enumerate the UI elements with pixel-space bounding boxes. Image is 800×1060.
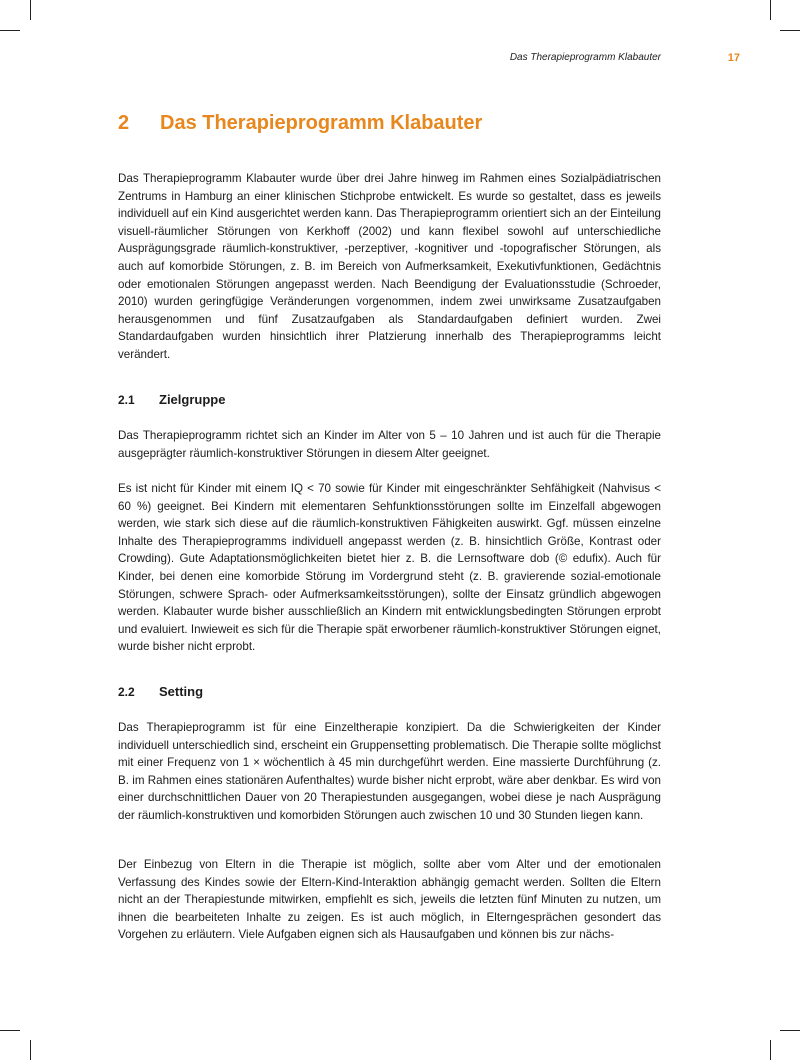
intro-paragraph: Das Therapieprogramm Klabauter wurde über drei Jahre hinweg im Rahmen eines Sozialpädiatrischen Zentrums in Hamburg an einer klinischen Stichprobe entwickelt. Es wurde so gestaltet, dass es jeweils individuell auf ein Kind ausgerichtet werden kann. Das Therapieprogramm orientiert sich an der Einteilung visuell-räumlicher Störungen von Kerkhoff (2002) und kann flexibel sowohl auf unterschiedliche Ausprägungsgrade räumlich-konstruktiver, -perzeptiver, -kognitiver und -topografischer Störungen, als auch auf komorbide Störungen, z. B. im Bereich von Aufmerksamkeit, Exekutivfunktionen, Gedächtnis oder emotionalen Störungen angepasst werden. Nach Beendigung der Evaluationsstudie (Schroeder, 2010) wurden geringfügige Veränderungen vorgenommen, indem zwei unwirksame Zusatzaufgaben herausgenommen und fünf Zusatzaufgaben als Standardaufgaben definiert wurden. Zwei Standardaufgaben wurden hinsichtlich ihrer Platzierung innerhalb des Therapieprogramms leicht verändert. [118,172,661,361]
crop-mark [780,1030,800,1031]
section-heading-zielgruppe [118,392,661,407]
setting-paragraph-2-block [118,856,661,944]
section-number: 2.1 [118,393,135,407]
zielgruppe-paragraph-1-block [118,427,661,462]
crop-mark [770,1040,771,1060]
crop-mark [30,0,31,20]
chapter-number: 2 [118,112,130,134]
running-head: Das Therapieprogramm Klabauter [509,52,661,63]
setting-paragraph-1-block [118,719,661,825]
section-title: Setting [159,684,204,699]
intro-section [118,170,661,364]
crop-mark [770,0,771,20]
chapter-title: Das Therapieprogramm Klabauter [160,112,483,134]
crop-mark [0,30,20,31]
setting-paragraph: Das Therapieprogramm ist für eine Einzeltherapie konzipiert. Da die Schwierigkeiten der Kinder individuell unterschiedlich sind, erscheint ein Gruppensetting problematisch. Die Therapie sollte möglichst mit einer Frequenz von 1 × wöchentlich à 45 min durchgeführt werden. Eine massierte Durchführung (z. B. im Rahmen eines stationären Aufenthaltes) wurde bisher nicht erprobt, wäre aber denkbar. Es wird von einer durchschnittlichen Dauer von 20 Therapiestunden ausgegangen, wobei diese je nach Ausprägung der räumlich-konstruktiven und komorbiden Störungen auch zwischen 10 und 30 Stunden liegen kann. [118,721,661,822]
crop-mark [780,30,800,31]
section-title: Zielgruppe [159,392,226,407]
zielgruppe-paragraph: Das Therapieprogramm richtet sich an Kinder im Alter von 5 – 10 Jahren und ist auch für die Therapie ausgeprägter räumlich-konstruktiver Störungen in diesem Alter geeignet. [118,429,661,460]
crop-mark [30,1040,31,1060]
page-number: 17 [727,52,740,64]
chapter-heading [118,112,678,135]
crop-mark [0,1030,20,1031]
section-number: 2.2 [118,685,135,699]
zielgruppe-paragraph: Es ist nicht für Kinder mit einem IQ < 70 sowie für Kinder mit eingeschränkter Sehfähigkeit (Nahvisus < 60 %) geeignet. Bei Kindern mit elementaren Sehfunktionsstörungen sollte im Einzelfall abgewogen werden, wie stark sich diese auf die räumlich-konstruktiven Fähigkeiten auswirkt. Ggf. müssen einzelne Inhalte des Therapieprogramms individuell angepasst werden (z. B. hinsichtlich Größe, Kontrast oder Crowding). Gute Adaptationsmöglichkeiten bietet hier z. B. die Lernsoftware dob (© edufix). Auch für Kinder, bei denen eine komorbide Störung im Vordergrund steht (z. B. gravierende sozial-emotionale Störungen, schwere Sprach- oder Aufmerksamkeitsstörungen), sollte der Einsatz gründlich abgewogen werden. Klabauter wurde bisher ausschließlich an Kindern mit entwicklungsbedingten Störungen erprobt und evaluiert. Inwieweit es sich für die Therapie spät erworbener räumlich-konstruktiver Störungen eignet, wurde bisher nicht erprobt. [118,482,661,654]
section-heading-setting [118,684,661,699]
setting-paragraph: Der Einbezug von Eltern in die Therapie ist möglich, sollte aber vom Alter und der emotionalen Verfassung des Kindes sowie der Eltern-Kind-Interaktion abhängig gemacht werden. Sollten die Eltern nicht an der Therapiestunde mitwirken, empfiehlt es sich, jeweils die letzten fünf Minuten zu nutzen, um ihnen die bearbeiteten Inhalte zu zeigen. Es ist auch möglich, in Elterngesprächen gesondert das Vorgehen zu erläutern. Viele Aufgaben eignen sich als Hausaufgaben und können bis zur nächs- [118,858,661,942]
zielgruppe-paragraph-2-block [118,480,661,656]
